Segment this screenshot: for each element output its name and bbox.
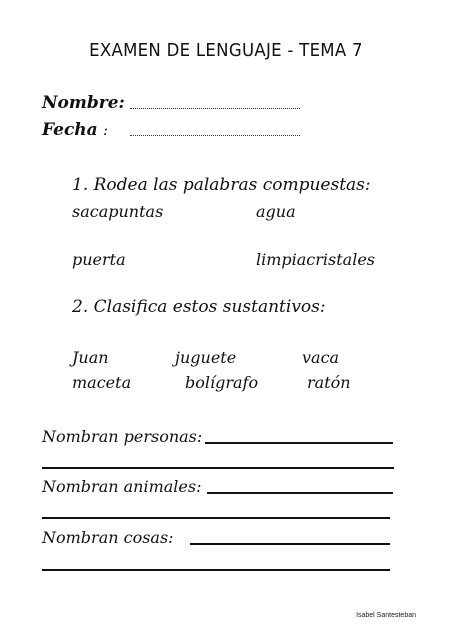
word-boligrafo: bolígrafo: [185, 373, 259, 392]
date-field[interactable]: [130, 125, 300, 136]
name-label: Nombre:: [42, 93, 125, 113]
answer-line-personas-2[interactable]: [42, 467, 394, 469]
name-field[interactable]: [130, 98, 300, 109]
date-colon: :: [103, 121, 109, 139]
word-puerta[interactable]: puerta: [72, 250, 126, 269]
answer-line-cosas-2[interactable]: [42, 569, 390, 571]
page-title: EXAMEN DE LENGUAJE - TEMA 7: [89, 40, 363, 61]
category-animales-label: Nombran animales:: [42, 477, 202, 496]
date-label: Fecha: [42, 120, 98, 140]
word-limpiacristales[interactable]: limpiacristales: [256, 250, 376, 269]
category-personas-label: Nombran personas:: [42, 427, 203, 446]
word-juan: Juan: [72, 348, 109, 367]
answer-line-animales-1[interactable]: [207, 492, 393, 494]
category-cosas-label: Nombran cosas:: [42, 528, 174, 547]
question-1-prompt: 1. Rodea las palabras compuestas:: [72, 175, 371, 195]
word-sacapuntas[interactable]: sacapuntas: [72, 202, 164, 221]
word-juguete: juguete: [175, 348, 237, 367]
author-footer: Isabel Santesteban: [356, 612, 416, 619]
word-vaca: vaca: [302, 348, 340, 367]
word-raton: ratón: [307, 373, 351, 392]
question-2-prompt: 2. Clasifica estos sustantivos:: [72, 297, 326, 317]
answer-line-cosas-1[interactable]: [190, 543, 390, 545]
answer-line-personas-1[interactable]: [205, 442, 393, 444]
word-maceta: maceta: [72, 373, 132, 392]
answer-line-animales-2[interactable]: [42, 517, 390, 519]
word-agua[interactable]: agua: [256, 202, 296, 221]
